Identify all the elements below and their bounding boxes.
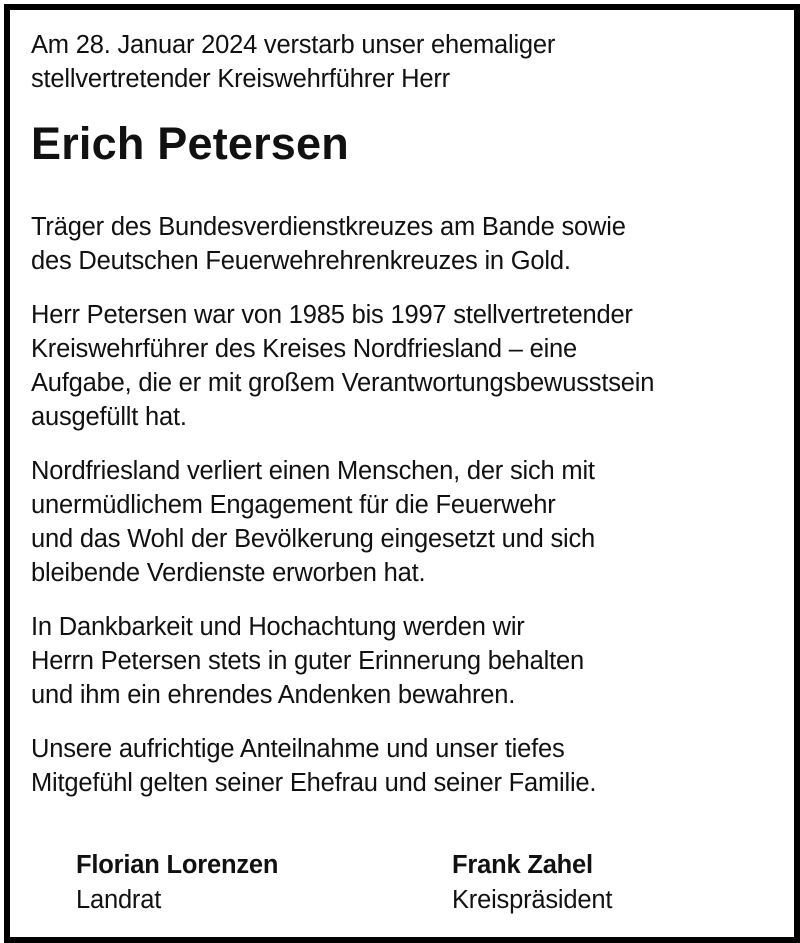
text-line: Aufgabe, die er mit großem Verantwortungsbewusstsein: [31, 369, 655, 397]
text-line: bleibende Verdienste erworben hat.: [31, 559, 426, 587]
signatory-left: [76, 848, 278, 918]
paragraph-honors: [31, 210, 781, 278]
text-line: In Dankbarkeit und Hochachtung werden wir: [31, 613, 525, 641]
intro-line: stellvertretender Kreiswehrführer Herr: [31, 65, 450, 93]
text-line: Unsere aufrichtige Anteilnahme und unser tiefes: [31, 735, 565, 763]
paragraph-tribute: [31, 454, 781, 590]
intro-line: Am 28. Januar 2024 verstarb unser ehemaliger: [31, 31, 556, 59]
text-line: Mitgefühl gelten seiner Ehefrau und seiner Familie.: [31, 769, 597, 797]
signatory-title: Kreispräsident: [452, 886, 613, 914]
text-line: und das Wohl der Bevölkerung eingesetzt und sich: [31, 525, 596, 553]
signatory-name: Frank Zahel: [452, 851, 593, 879]
paragraph-condolence: [31, 732, 781, 800]
text-line: Träger des Bundesverdienstkreuzes am Bande sowie: [31, 213, 626, 241]
notice-body: [31, 28, 781, 800]
text-line: ausgefüllt hat.: [31, 403, 187, 431]
text-line: des Deutschen Feuerwehrehrenkreuzes in Gold.: [31, 247, 571, 275]
obituary-notice: [4, 4, 800, 943]
text-line: Herr Petersen war von 1985 bis 1997 stellvertretender: [31, 301, 633, 329]
signatory-name: Florian Lorenzen: [76, 851, 279, 879]
text-line: unermüdlichem Engagement für die Feuerwehr: [31, 491, 556, 519]
paragraph-service: [31, 298, 781, 434]
signatory-title: Landrat: [76, 886, 162, 914]
intro-text: [31, 28, 781, 96]
signature-block: [10, 848, 794, 928]
paragraph-gratitude: [31, 610, 781, 712]
text-line: Kreiswehrführer des Kreises Nordfriesland – eine: [31, 335, 577, 363]
deceased-name: Erich Petersen: [31, 118, 349, 169]
signatory-right: [452, 848, 612, 918]
text-line: Nordfriesland verliert einen Menschen, der sich mit: [31, 457, 595, 485]
text-line: und ihm ein ehrendes Andenken bewahren.: [31, 681, 516, 709]
text-line: Herrn Petersen stets in guter Erinnerung behalten: [31, 647, 584, 675]
